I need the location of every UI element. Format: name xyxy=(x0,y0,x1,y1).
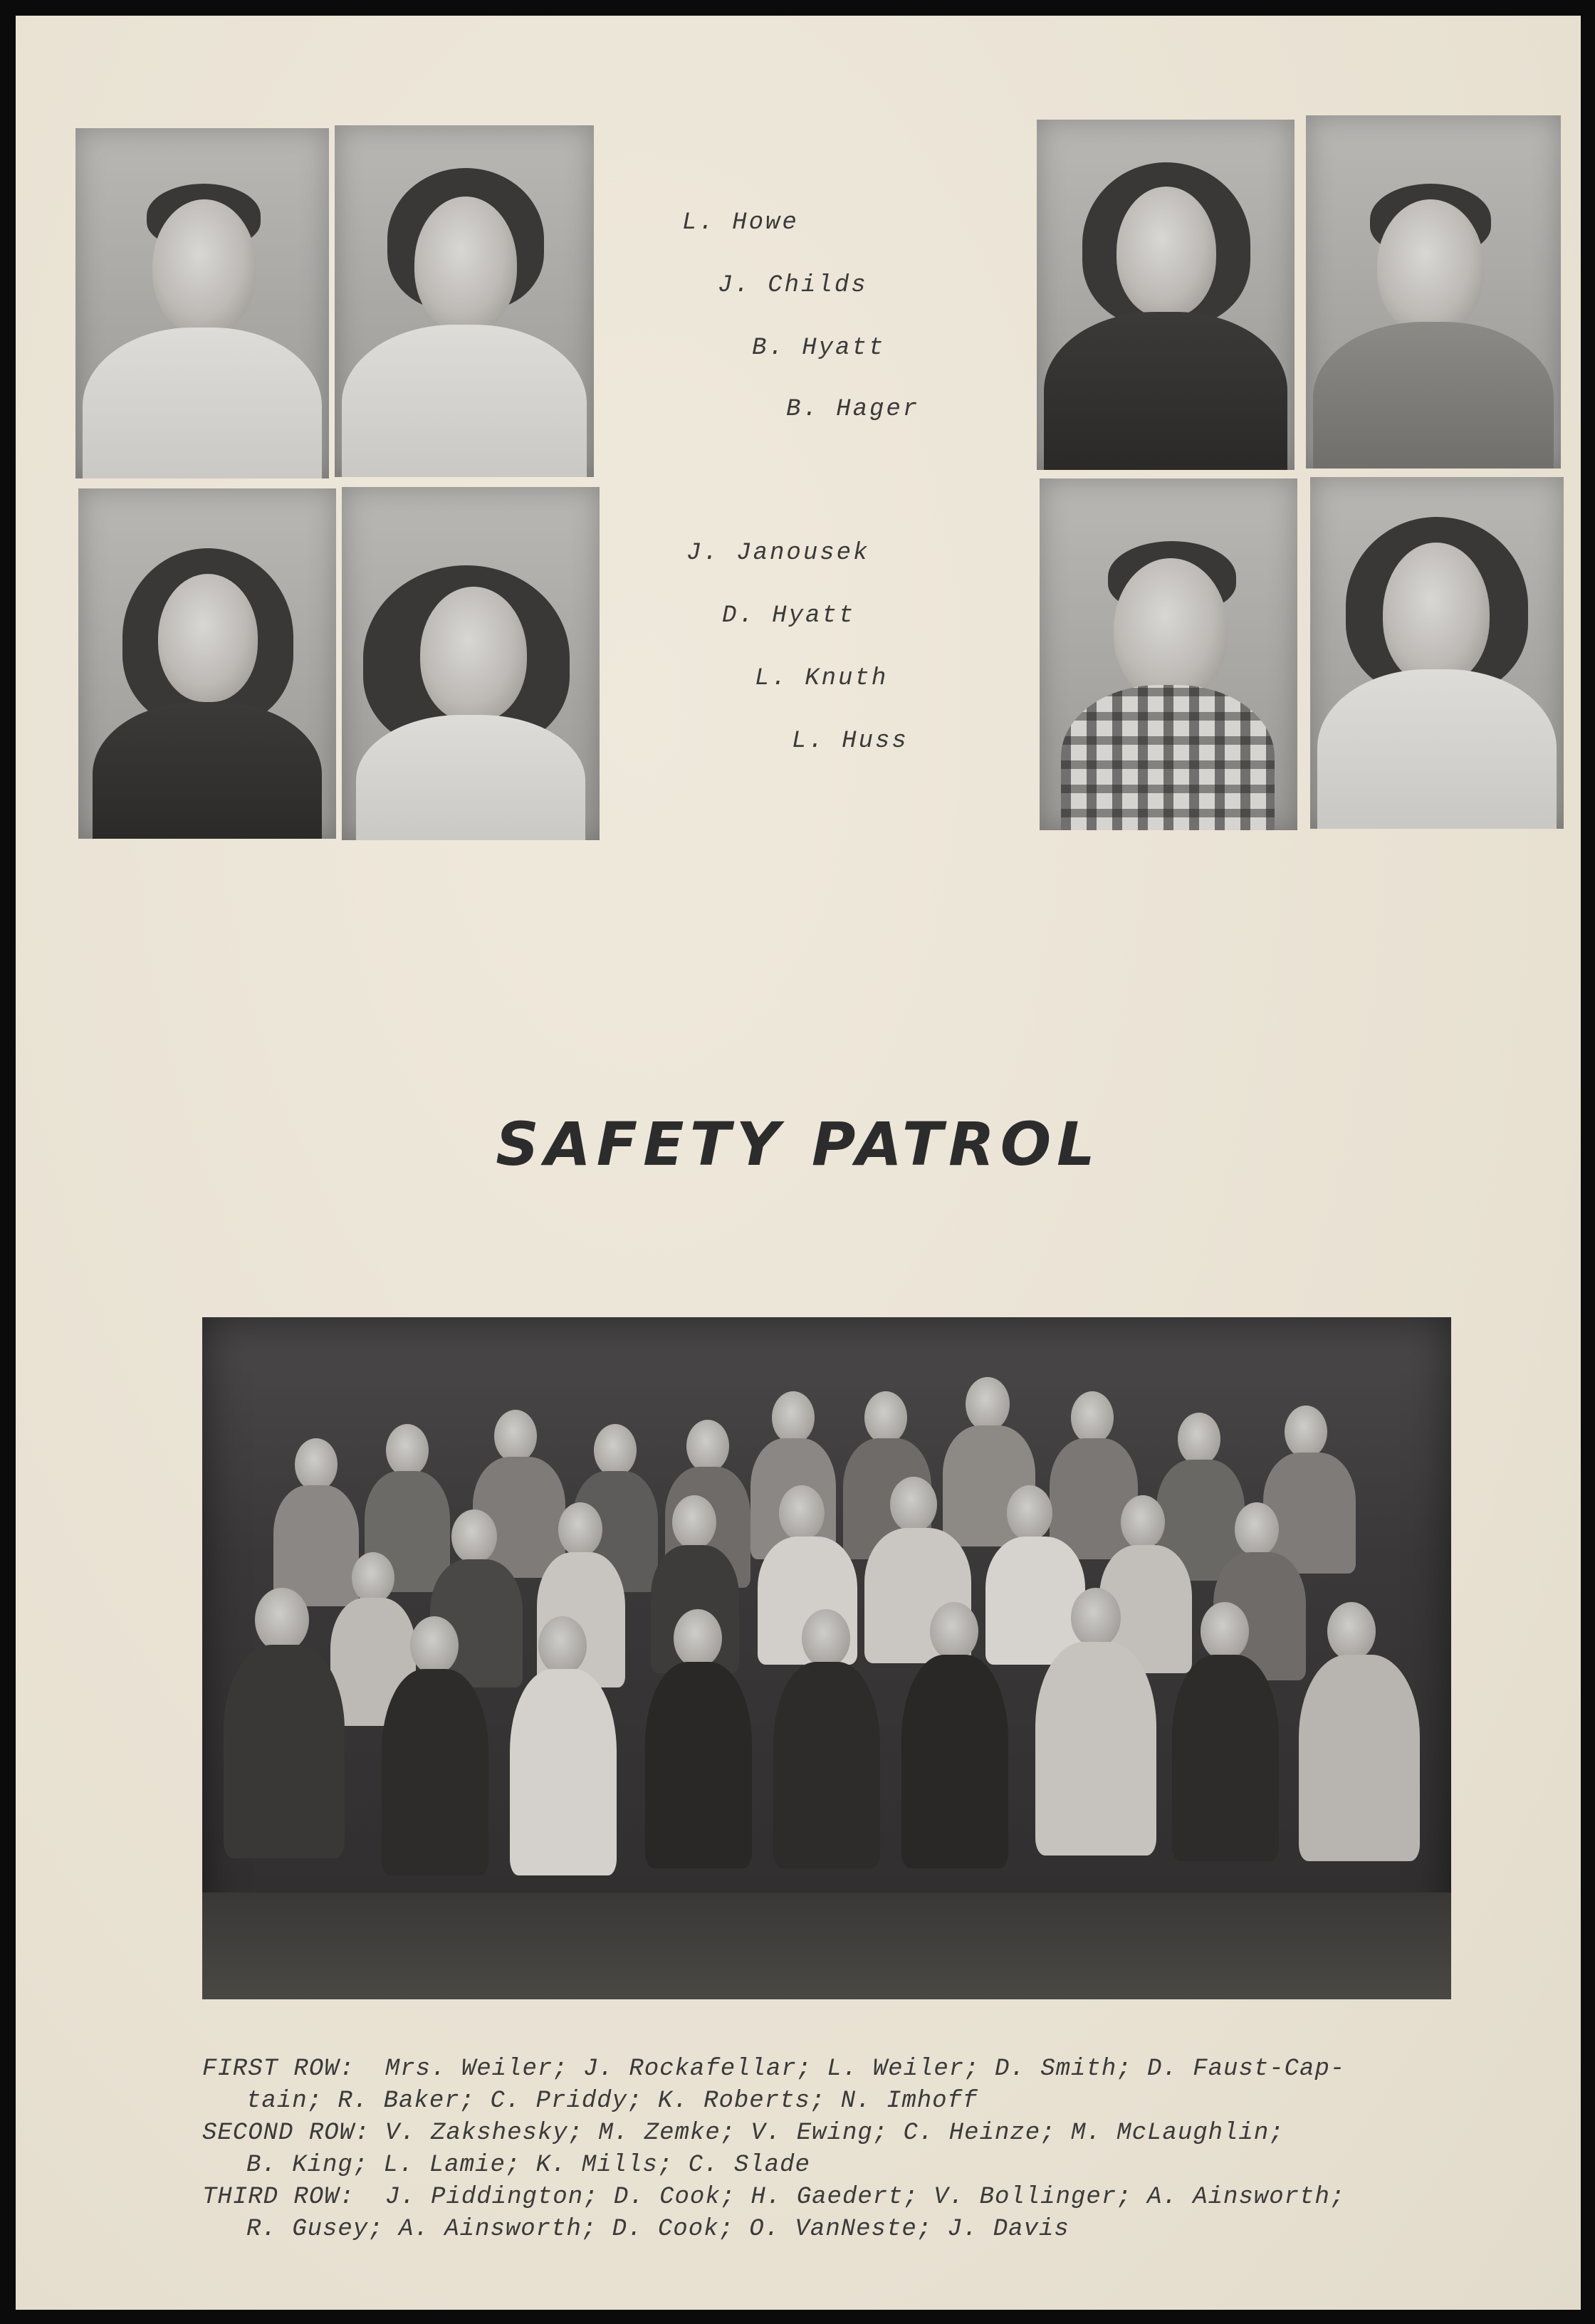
portrait-photo xyxy=(1310,477,1564,829)
caption-third-row xyxy=(202,2182,1484,2214)
caption-row-label: THIRD ROW: xyxy=(202,2184,355,2211)
caption-second-row-cont: B. King; L. Lamie; K. Mills; C. Slade xyxy=(246,2152,810,2179)
group-photo xyxy=(202,1317,1451,1999)
group-photo-caption xyxy=(202,2053,1484,2246)
section-title: SAFETY PATROL xyxy=(496,1109,1101,1179)
portrait-photo xyxy=(342,487,600,840)
name-label: L. Huss xyxy=(792,728,909,755)
name-label: B. Hager xyxy=(786,396,920,423)
name-label: B. Hyatt xyxy=(752,335,886,362)
caption-first-row xyxy=(202,2053,1484,2085)
caption-second-row xyxy=(202,2118,1484,2150)
caption-row-label: SECOND ROW: xyxy=(202,2120,370,2147)
caption-row-names: Mrs. Weiler; J. Rockafellar; L. Weiler; D. Smith; D. Faust-Cap- xyxy=(385,2056,1346,2083)
caption-first-row-cont: tain; R. Baker; C. Priddy; K. Roberts; N. Imhoff xyxy=(246,2088,978,2115)
portrait-photo xyxy=(75,128,329,478)
portrait-photo xyxy=(1306,115,1561,469)
name-label: L. Knuth xyxy=(755,665,889,692)
name-label: J. Janousek xyxy=(686,540,870,567)
caption-third-row-cont: R. Gusey; A. Ainsworth; D. Cook; O. VanNeste; J. Davis xyxy=(246,2216,1070,2243)
name-label: J. Childs xyxy=(718,272,868,299)
yearbook-page xyxy=(16,16,1581,2310)
portrait-photo xyxy=(78,488,336,839)
caption-row-names: J. Piddington; D. Cook; H. Gaedert; V. Bollinger; A. Ainsworth; xyxy=(385,2184,1346,2211)
caption-row-names: V. Zakshesky; M. Zemke; V. Ewing; C. Heinze; M. McLaughlin; xyxy=(385,2120,1285,2147)
portrait-photo xyxy=(1040,478,1297,830)
name-label: L. Howe xyxy=(682,209,799,236)
portrait-photo xyxy=(335,125,594,477)
caption-row-label: FIRST ROW: xyxy=(202,2056,355,2083)
portrait-photo xyxy=(1037,120,1295,470)
name-label: D. Hyatt xyxy=(722,602,856,629)
